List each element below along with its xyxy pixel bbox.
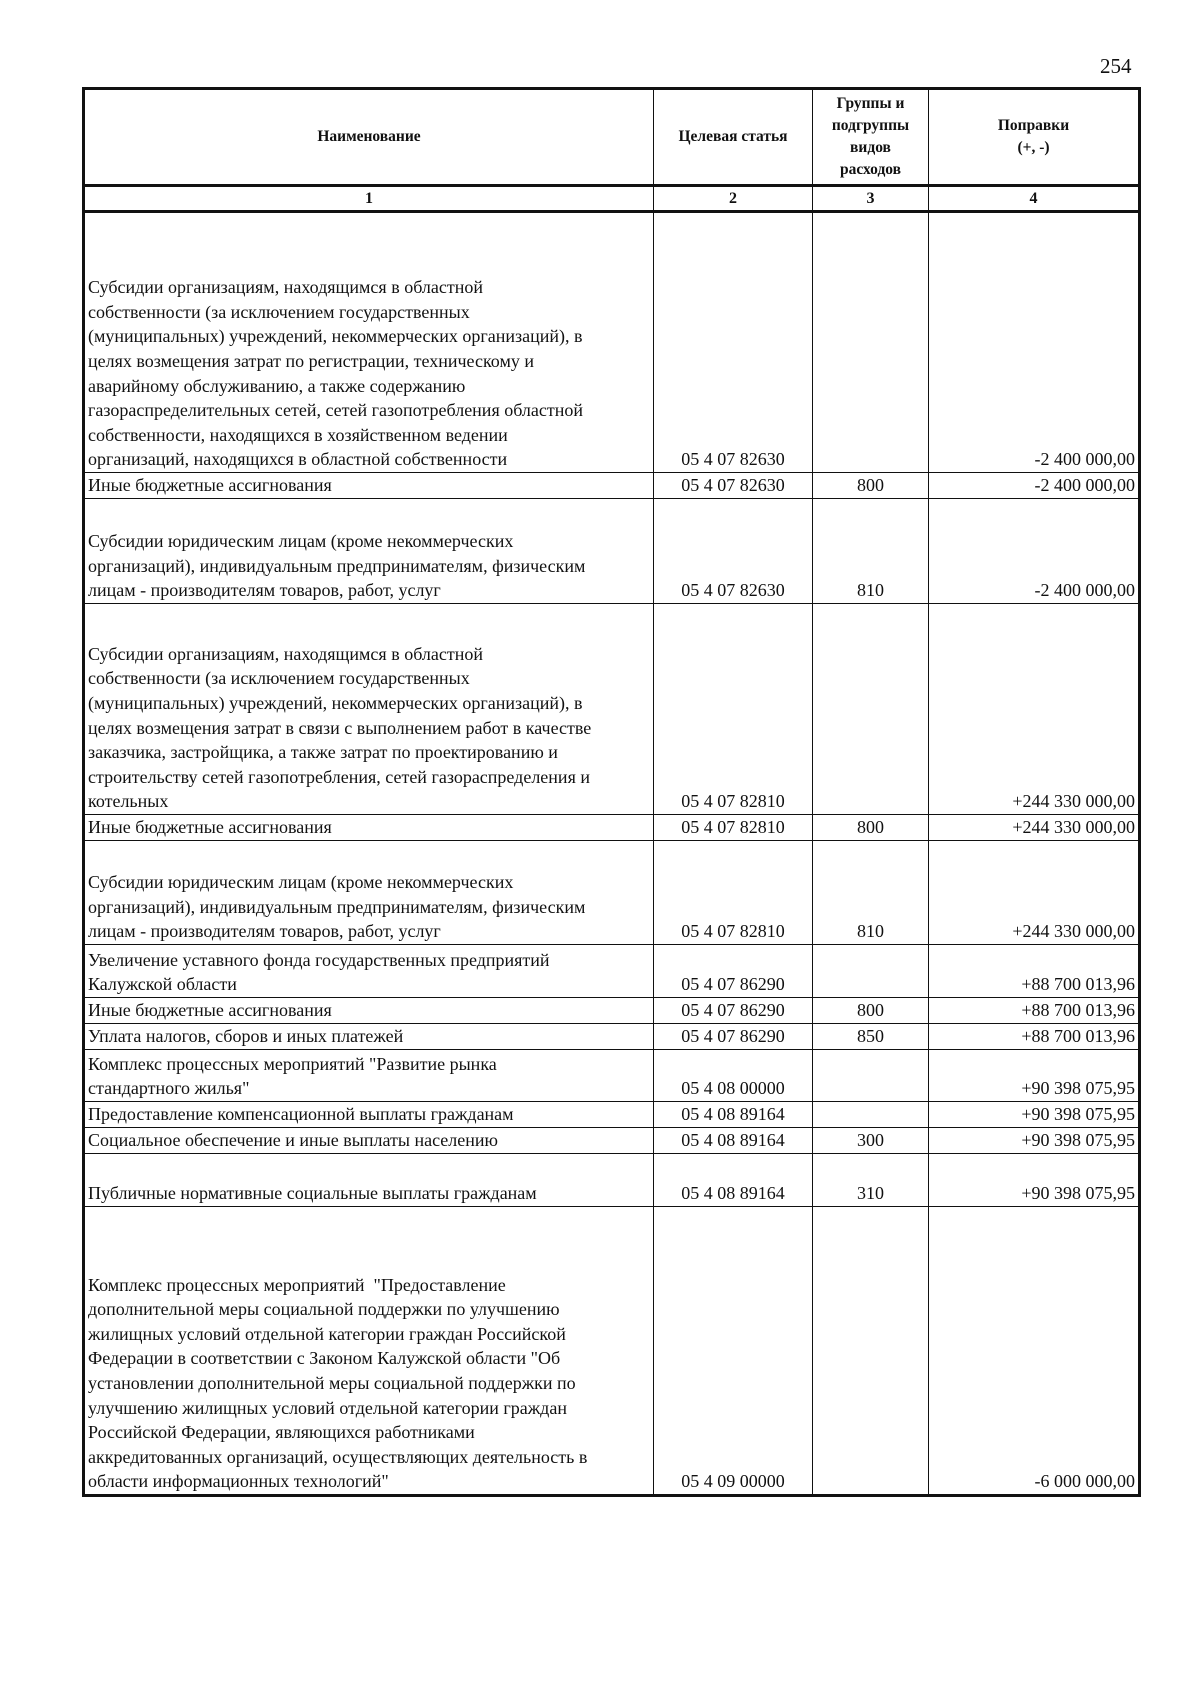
table-header-row: [84, 89, 1140, 186]
row-target-article: 05 4 08 89164: [654, 1102, 813, 1128]
table-row: [84, 841, 1140, 945]
row-expense-group: [813, 1207, 929, 1496]
row-expense-group: [813, 1102, 929, 1128]
row-name: Публичные нормативные социальные выплаты гражданам: [84, 1154, 654, 1207]
budget-amendments-table: [82, 87, 1141, 1497]
row-name: Уплата налогов, сборов и иных платежей: [84, 1024, 654, 1050]
table-row: [84, 945, 1140, 998]
table-row: [84, 499, 1140, 604]
table-row: [84, 998, 1140, 1024]
table-row: [84, 1050, 1140, 1102]
row-amendment-amount: +90 398 075,95: [929, 1128, 1140, 1154]
row-target-article: 05 4 07 86290: [654, 1024, 813, 1050]
row-amendment-amount: -6 000 000,00: [929, 1207, 1140, 1496]
row-name: Иные бюджетные ассигнования: [84, 473, 654, 499]
column-number: 2: [654, 186, 813, 212]
row-name: Субсидии организациям, находящимся в областной собственности (за исключением государственных (муниципальных) учреждений, некоммерческих организаций), в целях возмещения затрат в связи с выполнением работ в качестве заказчика, застройщика, а также затрат по проектированию и строительству сетей газопотребления, сетей газораспределения и котельных: [84, 604, 654, 815]
row-expense-group: 800: [813, 815, 929, 841]
table-row: [84, 473, 1140, 499]
table-row: [84, 1154, 1140, 1207]
row-amendment-amount: -2 400 000,00: [929, 473, 1140, 499]
row-amendment-amount: -2 400 000,00: [929, 499, 1140, 604]
column-number: 3: [813, 186, 929, 212]
row-amendment-amount: +244 330 000,00: [929, 841, 1140, 945]
column-number-row: [84, 186, 1140, 212]
row-amendment-amount: +90 398 075,95: [929, 1050, 1140, 1102]
page-number: 254: [1100, 54, 1132, 78]
table-row: [84, 604, 1140, 815]
row-target-article: 05 4 07 82810: [654, 841, 813, 945]
row-target-article: 05 4 07 82810: [654, 815, 813, 841]
row-expense-group: 800: [813, 473, 929, 499]
row-target-article: 05 4 08 89164: [654, 1128, 813, 1154]
table-row: [84, 1207, 1140, 1496]
row-expense-group: 810: [813, 841, 929, 945]
table-row: [84, 1024, 1140, 1050]
row-name: Субсидии юридическим лицам (кроме некоммерческих организаций), индивидуальным предпринимателям, физическим лицам - производителям товаров, работ, услуг: [84, 499, 654, 604]
row-expense-group: 310: [813, 1154, 929, 1207]
column-number: 4: [929, 186, 1140, 212]
row-target-article: 05 4 07 82630: [654, 212, 813, 473]
table-row: [84, 815, 1140, 841]
row-name: Предоставление компенсационной выплаты гражданам: [84, 1102, 654, 1128]
row-target-article: 05 4 07 82810: [654, 604, 813, 815]
row-target-article: 05 4 08 00000: [654, 1050, 813, 1102]
row-expense-group: [813, 212, 929, 473]
row-amendment-amount: +88 700 013,96: [929, 998, 1140, 1024]
header-target-article: Целевая статья: [654, 89, 813, 186]
row-target-article: 05 4 07 86290: [654, 998, 813, 1024]
row-name: Комплекс процессных мероприятий "Развитие рынка стандартного жилья": [84, 1050, 654, 1102]
row-amendment-amount: +90 398 075,95: [929, 1102, 1140, 1128]
row-target-article: 05 4 08 89164: [654, 1154, 813, 1207]
row-expense-group: [813, 1050, 929, 1102]
row-amendment-amount: +90 398 075,95: [929, 1154, 1140, 1207]
row-amendment-amount: +88 700 013,96: [929, 945, 1140, 998]
column-number: 1: [84, 186, 654, 212]
header-expense-groups: Группы и подгруппы видов расходов: [813, 89, 929, 186]
row-target-article: 05 4 07 86290: [654, 945, 813, 998]
row-expense-group: [813, 604, 929, 815]
row-name: Иные бюджетные ассигнования: [84, 998, 654, 1024]
row-amendment-amount: +244 330 000,00: [929, 604, 1140, 815]
table-row: [84, 212, 1140, 473]
row-expense-group: [813, 945, 929, 998]
row-name: Социальное обеспечение и иные выплаты населению: [84, 1128, 654, 1154]
header-amendments: Поправки (+, -): [929, 89, 1140, 186]
row-amendment-amount: -2 400 000,00: [929, 212, 1140, 473]
row-name: Увеличение уставного фонда государственных предприятий Калужской области: [84, 945, 654, 998]
row-expense-group: 850: [813, 1024, 929, 1050]
row-name: Комплекс процессных мероприятий "Предоставление дополнительной меры социальной поддержки по улучшению жилищных условий отдельной категории граждан Российской Федерации в соответствии с Законом Калужской области "Об установлении дополнительной меры социальной поддержки по улучшению жилищных условий отдельной категории граждан Российской Федерации, являющихся работниками аккредитованных организаций, осуществляющих деятельность в области информационных технологий": [84, 1207, 654, 1496]
row-expense-group: 800: [813, 998, 929, 1024]
header-name: Наименование: [84, 89, 654, 186]
row-amendment-amount: +88 700 013,96: [929, 1024, 1140, 1050]
row-target-article: 05 4 07 82630: [654, 473, 813, 499]
row-name: Субсидии юридическим лицам (кроме некоммерческих организаций), индивидуальным предпринимателям, физическим лицам - производителям товаров, работ, услуг: [84, 841, 654, 945]
row-name: Субсидии организациям, находящимся в областной собственности (за исключением государственных (муниципальных) учреждений, некоммерческих организаций), в целях возмещения затрат по регистрации, техническому и аварийному обслуживанию, а также содержанию газораспределительных сетей, сетей газопотребления областной собственности, находящихся в хозяйственном ведении организаций, находящихся в областной собственности: [84, 212, 654, 473]
table-row: [84, 1128, 1140, 1154]
row-expense-group: 810: [813, 499, 929, 604]
row-target-article: 05 4 09 00000: [654, 1207, 813, 1496]
table-row: [84, 1102, 1140, 1128]
row-name: Иные бюджетные ассигнования: [84, 815, 654, 841]
row-target-article: 05 4 07 82630: [654, 499, 813, 604]
row-amendment-amount: +244 330 000,00: [929, 815, 1140, 841]
row-expense-group: 300: [813, 1128, 929, 1154]
